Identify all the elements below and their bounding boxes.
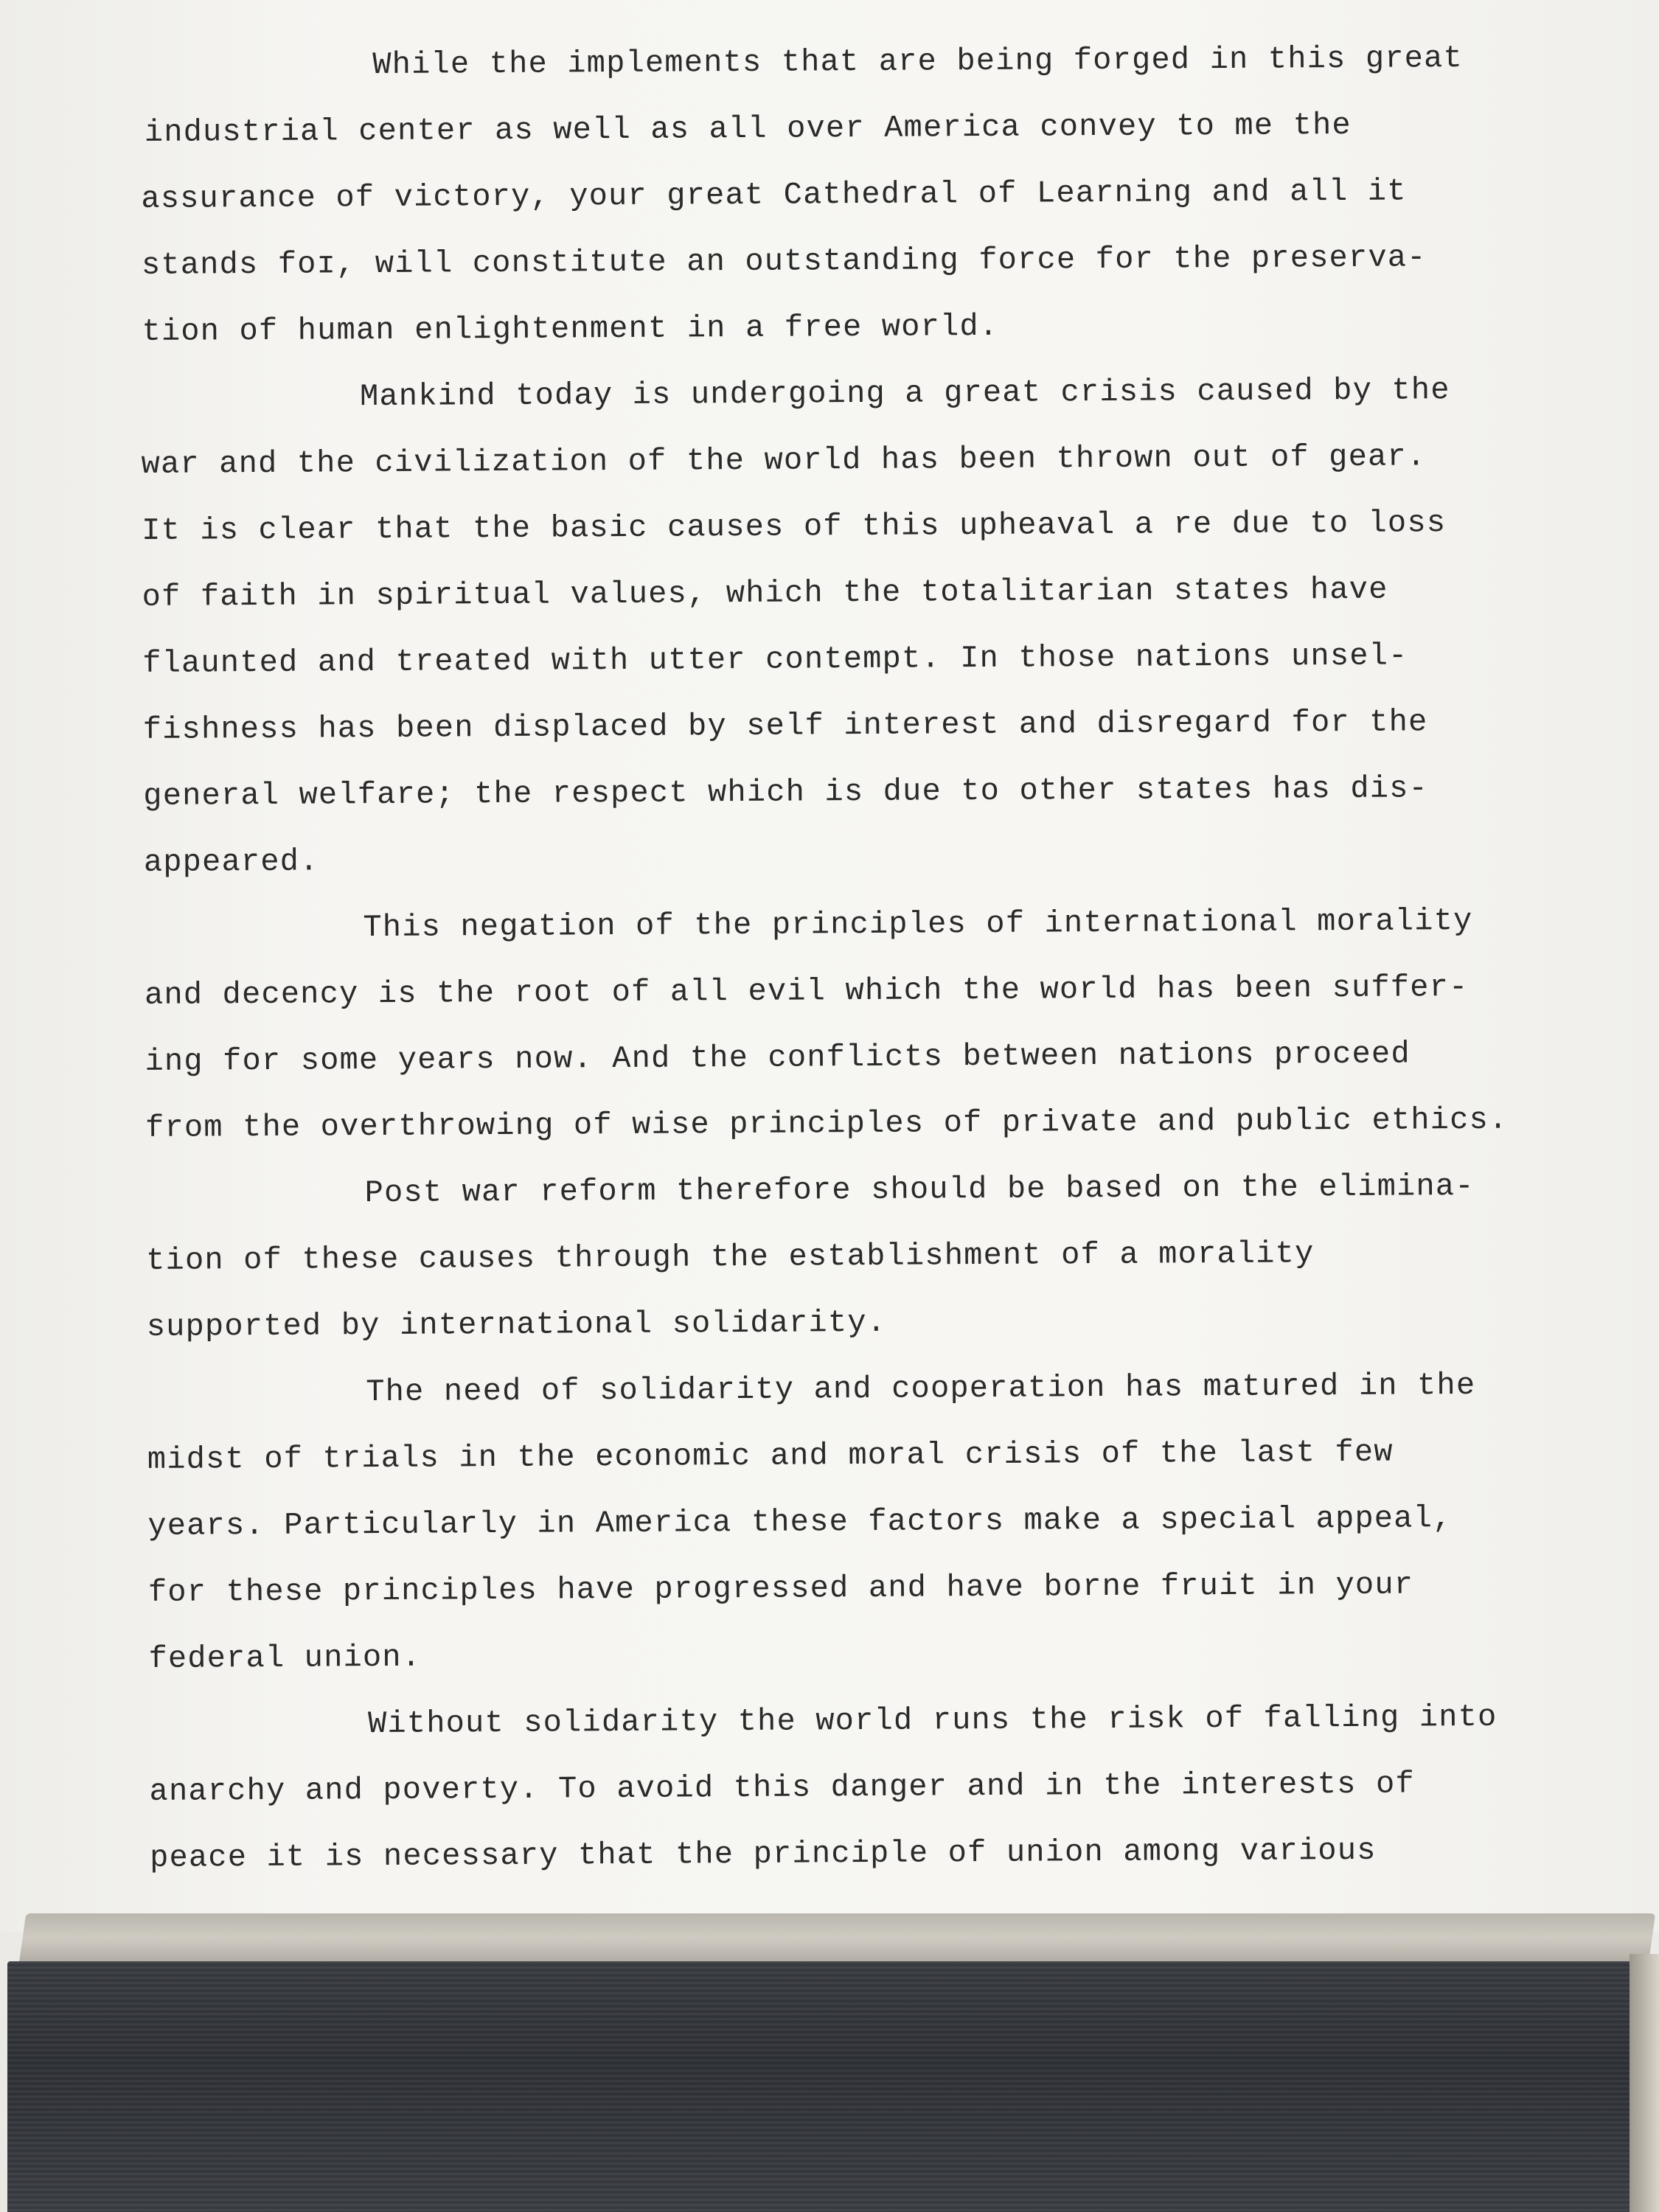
text-line: Mankind today is undergoing a great crisis caused by the [359,372,1450,415]
page-stack-edge [18,1913,1656,1969]
binder-side-edge [1630,1954,1659,2212]
text-line: from the overthrowing of wise principles of private and public ethics. [145,1102,1509,1146]
text-line: war and the civilization of the world has been thrown out of gear. [141,439,1427,482]
text-line: general welfare; the respect which is due to other states has dis- [143,771,1429,814]
text-line: for these principles have progressed and have borne fruit in your [147,1567,1414,1610]
text-line: This negation of the principles of international morality [363,902,1473,946]
text-line: anarchy and poverty. To avoid this danger and in the interests of [149,1766,1415,1809]
binder-cover [7,1961,1652,2212]
text-line: and decency is the root of all evil which the world has been suffer- [144,969,1469,1013]
text-line: peace it is necessary that the principle of union among various [150,1832,1377,1876]
text-line: While the implements that are being forged in this great [372,40,1464,83]
text-line: years. Particularly in America these factors make a special appeal, [147,1500,1453,1544]
text-line: industrial center as well as all over America convey to me the [144,107,1352,150]
text-line: tion of these causes through the establishment of a morality [146,1236,1315,1279]
text-line: Without solidarity the world runs the risk of falling into [367,1699,1498,1742]
text-line: stands foɪ, will constitute an outstanding force for the preserva- [141,240,1427,283]
text-line: fishness has been displaced by self interest and disregard for the [142,704,1428,748]
text-line: appeared. [143,844,319,880]
text-line: Post war reform therefore should be based on the elimina- [364,1168,1475,1211]
text-line: federal union. [148,1639,422,1677]
text-line: ing for some years now. And the conflicts between nations proceed [145,1036,1411,1079]
text-line: tion of human enlightenment in a free world. [142,308,999,349]
text-line: The need of solidarity and cooperation has matured in the [366,1367,1476,1411]
text-line: supported by international solidarity. [146,1304,887,1345]
text-line: flaunted and treated with utter contempt. In those nations unsel- [142,638,1408,681]
text-line: It is clear that the basic causes of this upheaval a re due to loss [142,505,1447,549]
typed-text-block [133,21,1534,1876]
text-line: midst of trials in the economic and moral crisis of the last few [147,1434,1394,1478]
text-line: assurance of victory, your great Cathedral of Learning and all it [141,173,1407,217]
text-line: of faith in spiritual values, which the totalitarian states have [142,571,1388,615]
